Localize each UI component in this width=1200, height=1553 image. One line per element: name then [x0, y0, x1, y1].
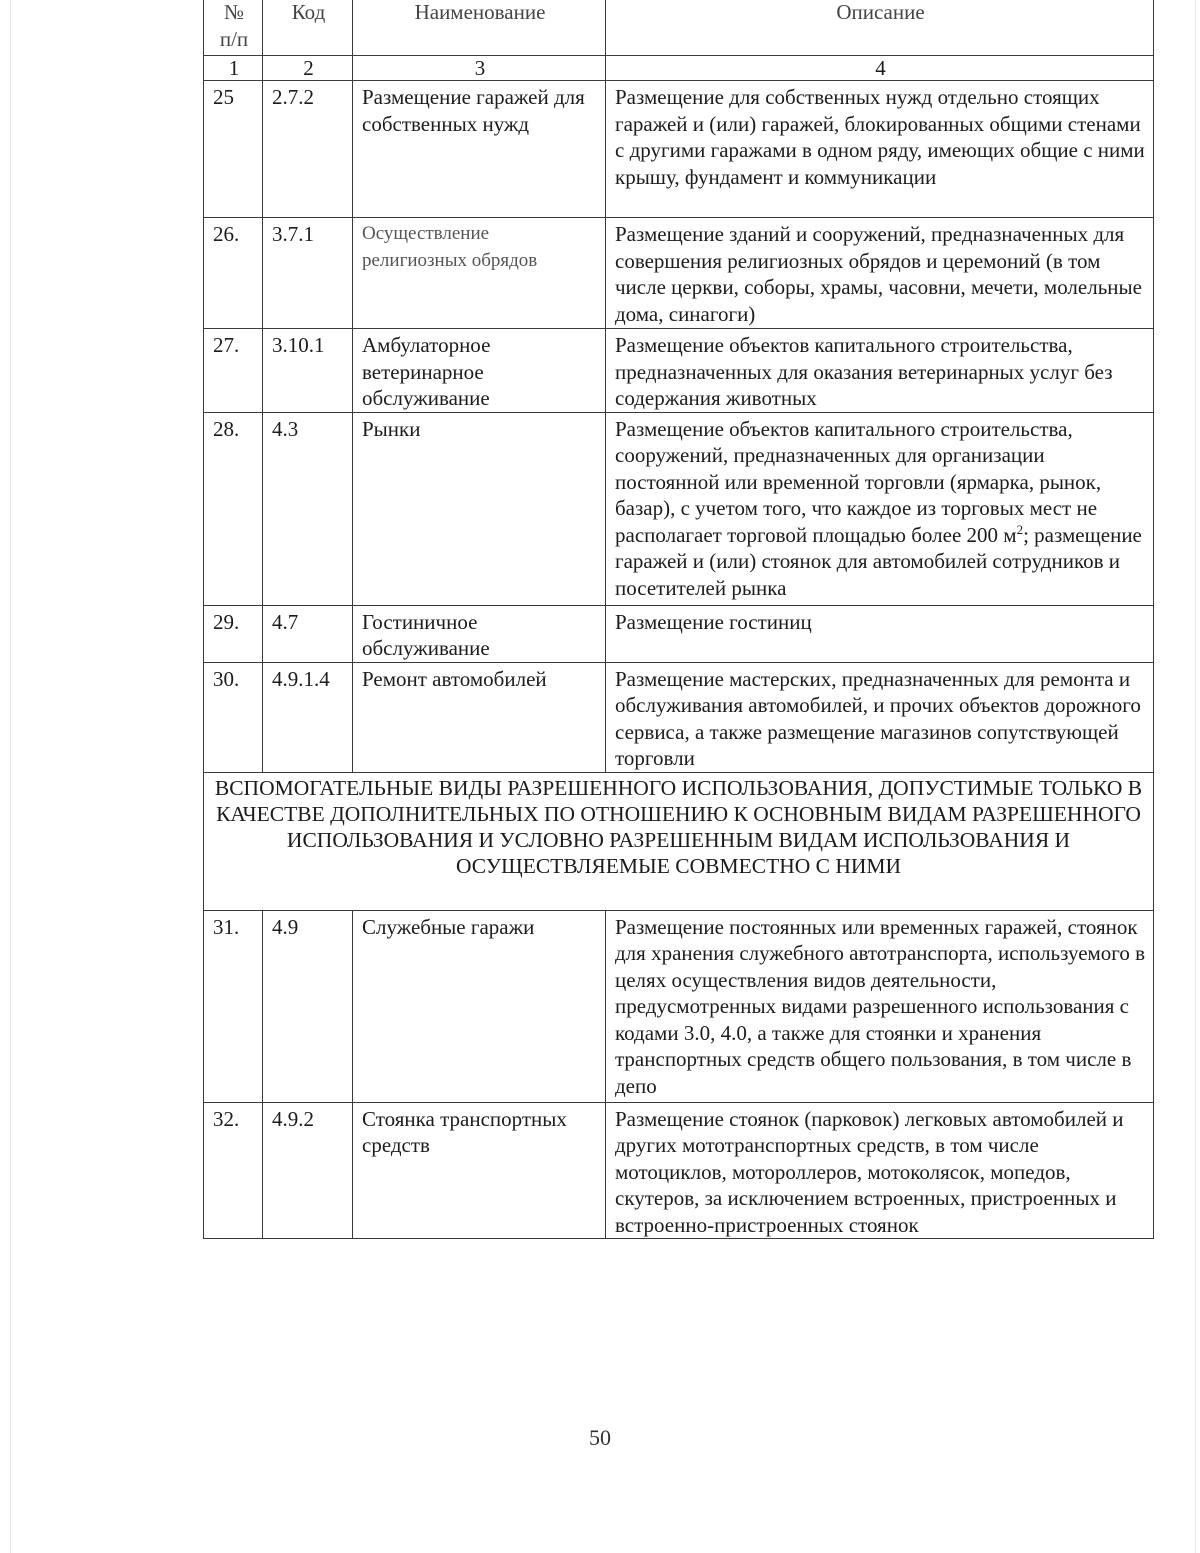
row-num: 26. [204, 218, 263, 329]
row-code: 4.9.1.4 [263, 662, 353, 772]
table-row [204, 1102, 1154, 1239]
scan-left-edge [10, 0, 11, 1553]
index-cell: 1 [204, 56, 263, 81]
row-num: 28. [204, 412, 263, 605]
header-desc: Описание [606, 0, 1154, 56]
page-number: 50 [589, 1425, 611, 1450]
table-row [204, 329, 1154, 413]
row-name: Осуществление религиозных обрядов [353, 218, 606, 329]
row-code: 4.3 [263, 412, 353, 605]
header-num: № п/п [204, 0, 263, 56]
table-row [204, 910, 1154, 1102]
row-desc [606, 412, 1154, 605]
row-name: Рынки [353, 412, 606, 605]
row-desc: Размещение постоянных или временных гаражей, стоянок для хранения служебного автотранспорта, используемого в целях осуществления видов деятельности, предусмотренных видами разрешенного использования с кодами 3.0, 4.0, а также для стоянки и хранения транспортных средств общего пользования, в том числе в депо [606, 910, 1154, 1102]
row-code: 3.7.1 [263, 218, 353, 329]
row-code: 4.9 [263, 910, 353, 1102]
row-desc: Размещение гостиниц [606, 605, 1154, 662]
table-row [204, 605, 1154, 662]
row-name: Служебные гаражи [353, 910, 606, 1102]
row-code: 4.7 [263, 605, 353, 662]
row-desc: Размещение для собственных нужд отдельно стоящих гаражей и (или) гаражей, блокированных общими стенами с другими гаражами в одном ряду, имеющих общие с ними крышу, фундамент и коммуникации [606, 81, 1154, 218]
section-title: ВСПОМОГАТЕЛЬНЫЕ ВИДЫ РАЗРЕШЕННОГО ИСПОЛЬЗОВАНИЯ, ДОПУСТИМЫЕ ТОЛЬКО В КАЧЕСТВЕ ДОПОЛНИТЕЛЬНЫХ ПО ОТНОШЕНИЮ К ОСНОВНЫМ ВИДАМ РАЗРЕШЕННОГО ИСПОЛЬЗОВАНИЯ И УСЛОВНО РАЗРЕШЕННЫМ ВИДАМ ИСПОЛЬЗОВАНИЯ И ОСУЩЕСТВЛЯЕМЫЕ СОВМЕСТНО С НИМИ [204, 772, 1154, 910]
row-num: 29. [204, 605, 263, 662]
header-code: Код [263, 0, 353, 56]
section-row [204, 772, 1154, 910]
row-desc: Размещение зданий и сооружений, предназначенных для совершения религиозных обрядов и церемоний (в том числе церкви, соборы, храмы, часовни, мечети, молельные дома, синагоги) [606, 218, 1154, 329]
row-num: 32. [204, 1102, 263, 1239]
table-row [204, 81, 1154, 218]
row-num: 25 [204, 81, 263, 218]
superscript-two: 2 [1016, 521, 1024, 537]
scan-right-edge [1195, 0, 1196, 1553]
row-num: 27. [204, 329, 263, 413]
index-cell: 4 [606, 56, 1154, 81]
header-name: Наименование [353, 0, 606, 56]
row-name: Размещение гаражей для собственных нужд [353, 81, 606, 218]
row-desc: Размещение стоянок (парковок) легковых автомобилей и других мототранспортных средств, в том числе мотоциклов, мотороллеров, мотоколясок, мопедов, скутеров, за исключением встроенных, пристроенных и встроенно-пристроенных стоянок [606, 1102, 1154, 1239]
index-cell: 2 [263, 56, 353, 81]
row-num: 31. [204, 910, 263, 1102]
row-name: Амбулаторное ветеринарное обслуживание [353, 329, 606, 413]
row-desc: Размещение мастерских, предназначенных для ремонта и обслуживания автомобилей, и прочих объектов дорожного сервиса, а также размещение магазинов сопутствующей торговли [606, 662, 1154, 772]
row-code: 4.9.2 [263, 1102, 353, 1239]
row-name: Гостиничное обслуживание [353, 605, 606, 662]
table-row [204, 662, 1154, 772]
row-name: Стоянка транспортных средств [353, 1102, 606, 1239]
row-name: Ремонт автомобилей [353, 662, 606, 772]
row-desc: Размещение объектов капитального строительства, предназначенных для оказания ветеринарных услуг без содержания животных [606, 329, 1154, 413]
row-code: 2.7.2 [263, 81, 353, 218]
table-header-row [204, 0, 1154, 56]
row-num: 30. [204, 662, 263, 772]
table-row [204, 412, 1154, 605]
column-index-row [204, 56, 1154, 81]
index-cell: 3 [353, 56, 606, 81]
row-desc-text: Размещение объектов капитального строительства, сооружений, предназначенных для организации постоянной или временной торговли (ярмарка, рынок, базар), с учетом того, что каждое из торговых мест не располагает торговой площадью более 200 м [615, 416, 1102, 547]
row-code: 3.10.1 [263, 329, 353, 413]
table-row [204, 218, 1154, 329]
land-use-table [203, 0, 1154, 1239]
row-desc-text-cont: ; размещение гаражей и (или) стоянок для автомобилей сотрудников и посетителей рынка [615, 522, 1142, 600]
